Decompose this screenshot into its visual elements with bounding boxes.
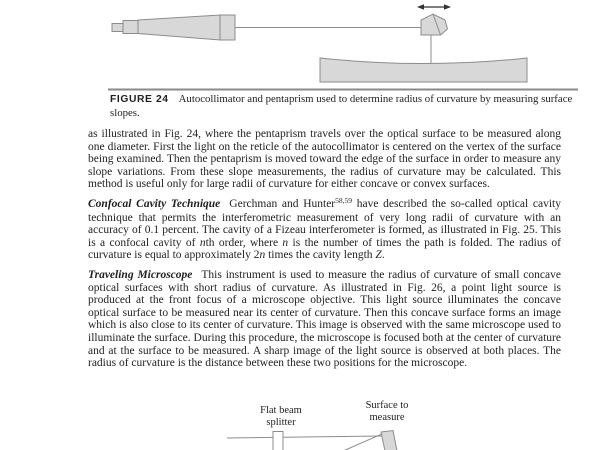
pentaprism — [421, 14, 448, 35]
concave-surface — [320, 58, 527, 82]
figure-24-label: FIGURE 24 — [110, 94, 169, 105]
autocollimator — [112, 15, 235, 40]
figure-26-partial-illustration — [0, 390, 600, 450]
paragraph-traveling-microscope: Traveling Microscope This instrument is used to measure the radius of curvature of small concave optical surfaces with short radius of curvature. As illustrated in Fig. 26, a point light source is produced at the front focus of a microscope objective. This light source illuminates the concave optical surface to be measured near its center of curvature. Then this concave surface forms an image which is also close to its center of curvature. This image is observed with the same microscope used to illuminate the surface. During this procedure, the microscope is focused both at the center of curvature and at the surface to be measured. A sharp image of the light source is observed at both places. The radius of curvature is the distance between these two positions for the microscope. — [88, 268, 561, 370]
caption-rule — [108, 89, 578, 91]
flat-beam-splitter-label: Flat beam splitter — [260, 405, 302, 428]
autocollimator-eyepiece — [112, 24, 123, 32]
autocollimator-collar — [123, 21, 138, 34]
autocollimator-endcap — [220, 15, 235, 40]
article-text — [88, 128, 561, 370]
figure-24-illustration — [0, 0, 600, 92]
figure-24-caption — [110, 93, 580, 119]
paragraph-confocal-cavity-technique: Confocal Cavity Technique Gerchman and Hunter$^{58,59}$ have described the so-called optical cavity technique that permits the interferometric measurement of very long radii of curvature with an accuracy of 0.1 percent. The cavity of a Fizeau interferometer is formed, as illustrated in Fig. 25. This is a confocal cavity of nth order, where n is the number of times the path is folded. The radius of curvature is equal to approximately 2n times the cavity length Z. — [88, 196, 561, 262]
travel-arrow-icon — [417, 4, 451, 10]
flat-beam-splitter — [273, 432, 283, 450]
paragraph-autocollimator-method: as illustrated in Fig. 24, where the pentaprism travels over the optical surface to be measured along one diameter. First the light on the reticle of the autocollimator is centered on the vertex of the surface being examined. Then the pentaprism is moved toward the edge of the surface in order to measure any slope variations. From these slope measurements, the radius of curvature may be calculated. This method is useful only for large radii of curvature for either concave or convex surfaces. — [88, 128, 561, 191]
surface-to-measure-label: Surface to measure — [365, 400, 409, 423]
autocollimator-body — [138, 15, 220, 40]
figure-24-caption-text: Autocollimator and pentaprism used to determine radius of curvature by measuring surface slopes. — [110, 93, 573, 119]
surface-to-measure — [381, 431, 397, 450]
beam-axis-line — [227, 436, 382, 438]
